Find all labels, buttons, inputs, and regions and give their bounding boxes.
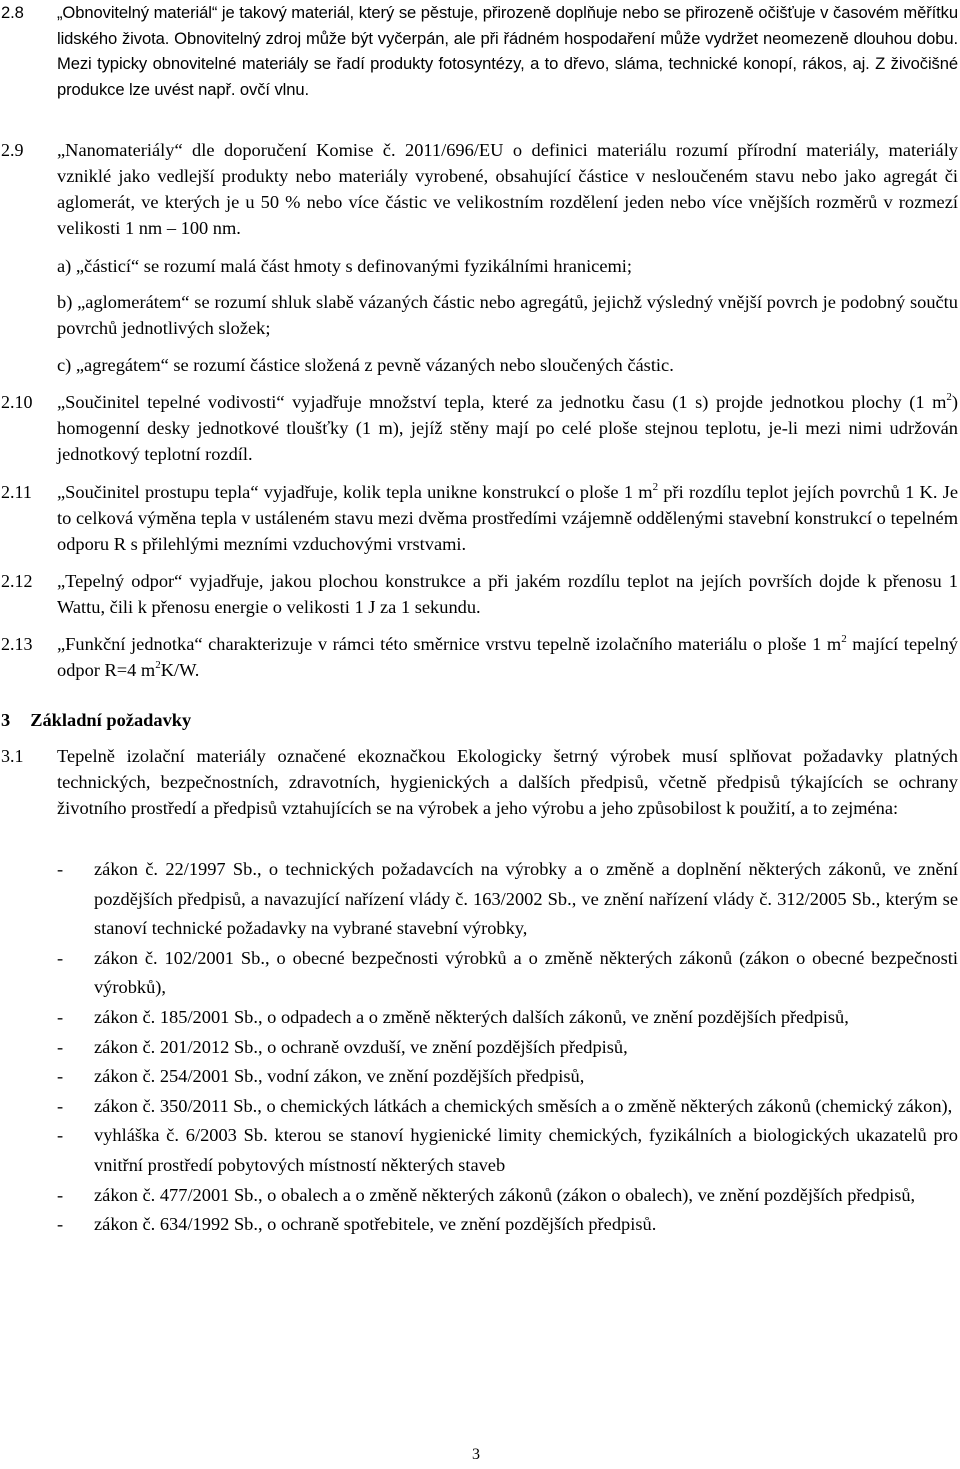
definition-item: b) „aglomerátem“ se rozumí shluk slabě vázaných částic nebo agregátů, jejichž výsledný vnější povrch je podobný součtu povrchů jednotlivých složek;: [57, 292, 958, 338]
section-2-11: [0, 479, 958, 557]
definition-item: c) „agregátem“ se rozumí částice složená z pevně vázaných nebo sloučených částic.: [57, 355, 674, 375]
list-dash: -: [57, 1125, 64, 1146]
section-text: „Obnovitelný materiál“ je takový materiál, který se pěstuje, přirozeně doplňuje nebo se přirozeně očišťuje v časovém měřítku lidského života. Obnovitelný zdroj může být vyčerpán, ale při řádném hospodaření může vydržet neomezeně dlouhou dobu. Mezi typicky obnovitelné materiály se řadí produkty fotosyntézy, a to dřevo, sláma, technické konopí, rákos, aj. Z živočišné produkce lze uvést např. ovčí vlnu.: [57, 3, 958, 99]
section-3-1: [0, 743, 958, 821]
chapter-title: Základní požadavky: [30, 710, 192, 730]
section-2-10: [0, 389, 958, 467]
page-number: 3: [472, 1446, 480, 1463]
list-item: - zákon č. 254/2001 Sb., vodní zákon, ve znění pozdějších předpisů,: [57, 1062, 958, 1092]
list-dash: -: [57, 947, 64, 968]
chapter-heading: [1, 707, 191, 733]
section-2-13: [0, 631, 958, 683]
list-item: - zákon č. 102/2001 Sb., o obecné bezpečnosti výrobků a o změně některých zákonů (zákon o obecné bezpečnosti výrobků),: [57, 944, 958, 1003]
section-text: „Součinitel prostupu tepla“ vyjadřuje, kolik tepla unikne konstrukcí o ploše 1 $m^2$ při rozdílu teplot jejích povrchů 1 K. Je to celková výměna tepla v ustáleném stavu mezi dvěma prostředími vzájemně oddělenými stavební konstrukcí o tepelném odporu R s přilehlými mezními vzduchovými vrstvami.: [57, 480, 958, 554]
definition-item: a) „částicí“ se rozumí malá část hmoty s definovanými fyzikálními hranicemi;: [57, 256, 633, 276]
section-2-8: [0, 0, 958, 102]
section-number: 3.1: [1, 746, 24, 766]
section-number: 2.8: [1, 3, 24, 22]
list-item: - zákon č. 22/1997 Sb., o technických požadavcích na výrobky a o změně a doplnění některých zákonů, ve znění pozdějších předpisů, a navazující nařízení vlády č. 163/2002 Sb., ve znění nařízení vlády č. 312/2005 Sb., kterým se stanoví technické požadavky na vybrané stavební výrobky,: [57, 855, 958, 944]
list-item: - zákon č. 477/2001 Sb., o obalech a o změně některých zákonů (zákon o obalech), ve znění pozdějších předpisů,: [57, 1181, 958, 1211]
section-text: Tepelně izolační materiály označené ekoznačkou Ekologicky šetrný výrobek musí splňovat požadavky platných technických, bezpečnostních, zdravotních, hygienických a dalších předpisů, včetně předpisů týkajících se ochrany životního prostředí a předpisů vztahujících se na výrobek a jeho výrobu a jeho způsobilost k použití, a to zejména:: [57, 746, 958, 818]
list-dash: -: [57, 1036, 64, 1057]
list-item: - vyhláška č. 6/2003 Sb. kterou se stanoví hygienické limity chemických, fyzikálních a biologických ukazatelů pro vnitřní prostředí pobytových místností některých staveb: [57, 1121, 958, 1180]
section-number: 2.10: [1, 392, 33, 412]
list-dash: -: [57, 1184, 64, 1205]
list-item: - zákon č. 634/1992 Sb., o ochraně spotřebitele, ve znění pozdějších předpisů.: [57, 1210, 958, 1240]
legislation-list: [57, 855, 958, 1240]
section-2-12: [0, 568, 958, 620]
list-dash: -: [57, 1095, 64, 1116]
section-number: 2.9: [1, 140, 24, 160]
chapter-number: 3: [1, 710, 11, 730]
list-item: - zákon č. 201/2012 Sb., o ochraně ovzduší, ve znění pozdějších předpisů,: [57, 1033, 958, 1063]
list-dash: -: [57, 859, 64, 879]
section-text: „Nanomateriály“ dle doporučení Komise č. 2011/696/EU o definici materiálu rozumí přírodní materiály, materiály vzniklé jako vedlejší produkty nebo materiály vyrobené, obsahující částice v nesloučeném stavu nebo jako agregát či aglomerát, ve kterých je u 50 % nebo více částic ve velikostním rozdělení jeden nebo více vnějších rozměrů v rozmezí velikosti 1 nm – 100 nm.: [57, 140, 958, 238]
list-item: - zákon č. 350/2011 Sb., o chemických látkách a chemických směsích a o změně některých zákonů (chemický zákon),: [57, 1092, 958, 1122]
list-dash: -: [57, 1006, 64, 1027]
section-number: 2.12: [1, 571, 33, 591]
section-number: 2.11: [1, 482, 32, 502]
list-dash: -: [57, 1066, 64, 1087]
section-number: 2.13: [1, 634, 33, 654]
section-text: „Funkční jednotka“ charakterizuje v rámci této směrnice vrstvu tepelně izolačního materiálu o ploše 1 $m^2$ mající tepelný odpor R=4 $m^2K/W$.: [57, 632, 958, 680]
section-text: „Součinitel tepelné vodivosti“ vyjadřuje množství tepla, které za jednotku času (1 s) projde jednotkou plochy (1 $m^2$) homogenní desky jednotkové tloušťky (1 m), jejíž stěny mají po celé ploše stejnou teplotu, je-li mezi nimi udržován jednotkový teplotní rozdíl.: [57, 390, 958, 464]
section-2-9: [0, 137, 958, 241]
list-item: - zákon č. 185/2001 Sb., o odpadech a o změně některých dalších zákonů, ve znění pozdějších předpisů,: [57, 1003, 958, 1033]
list-dash: -: [57, 1214, 64, 1235]
section-text: „Tepelný odpor“ vyjadřuje, jakou plochou konstrukce a při jakém rozdílu teplot na jejích površích dojde k přenosu 1 Wattu, čili k přenosu energie o velikosti 1 J za 1 sekundu.: [57, 571, 958, 617]
